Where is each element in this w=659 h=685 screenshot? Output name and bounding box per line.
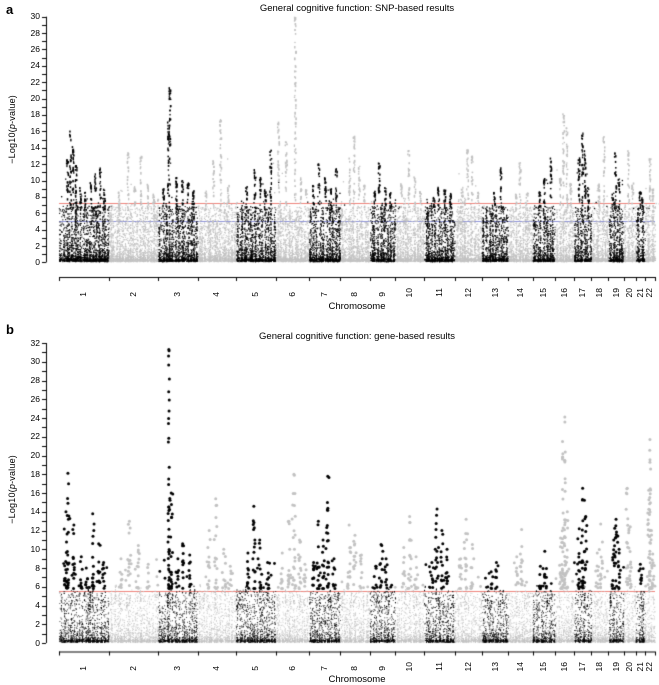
x-tick-label: 6	[286, 666, 297, 671]
x-tick-label: 2	[127, 666, 138, 671]
panel-a-title: General cognitive function: SNP-based results	[259, 3, 455, 14]
x-tick-label: 4	[211, 292, 222, 297]
y-tick-label: 16	[30, 125, 40, 136]
x-tick-label: 20	[624, 287, 635, 297]
x-tick-label: 9	[376, 666, 387, 671]
x-tick-label: 5	[250, 666, 261, 671]
y-tick-label: 26	[30, 43, 40, 54]
x-tick-label: 17	[577, 661, 588, 671]
x-tick-label: 17	[577, 287, 588, 297]
y-tick-label: 32	[30, 337, 40, 348]
y-tick-label: 22	[30, 76, 40, 87]
panel-b-letter: b	[6, 322, 14, 337]
x-tick-label: 14	[514, 661, 525, 671]
x-tick-label: 20	[624, 661, 635, 671]
y-tick-label: 2	[35, 240, 40, 251]
y-tick-label: 20	[30, 450, 40, 460]
x-tick-label: 13	[489, 661, 500, 671]
y-tick-label: 16	[30, 487, 40, 498]
y-tick-label: 20	[30, 93, 40, 104]
x-tick-label: 22	[644, 661, 655, 671]
x-tick-label: 18	[594, 287, 605, 297]
y-tick-label: 18	[30, 468, 40, 479]
x-tick-label: 12	[462, 287, 473, 297]
panel-a-letter: a	[6, 2, 14, 17]
y-tick-label: 30	[30, 356, 40, 367]
panel-b-y-axis-label: −Log10(p-value)	[7, 455, 17, 524]
x-tick-label: 19	[610, 287, 621, 297]
y-tick-label: 4	[35, 224, 40, 235]
x-tick-label: 21	[634, 287, 645, 297]
x-tick-label: 3	[172, 292, 183, 297]
x-tick-label: 1	[78, 666, 89, 671]
x-tick-label: 1	[78, 292, 89, 297]
y-tick-label: 24	[30, 60, 40, 71]
y-tick-label: 0	[35, 637, 40, 648]
y-tick-label: 6	[35, 207, 40, 218]
y-tick-label: 14	[30, 506, 40, 517]
x-tick-label: 7	[319, 666, 330, 671]
x-tick-label: 14	[514, 287, 525, 297]
x-tick-label: 3	[172, 666, 183, 671]
y-tick-label: 8	[35, 562, 40, 573]
panel-a-y-axis-label: −Log10(p-value)	[7, 95, 17, 164]
y-tick-label: 22	[30, 431, 40, 442]
x-tick-label: 18	[594, 661, 605, 671]
x-tick-label: 11	[433, 288, 444, 297]
panel-b-title: General cognitive function: gene-based results	[259, 331, 455, 342]
x-tick-label: 22	[644, 287, 655, 297]
y-tick-label: 6	[35, 581, 40, 592]
x-tick-label: 16	[558, 287, 569, 297]
panel-b-x-axis-label: Chromosome	[328, 674, 386, 685]
x-tick-label: 4	[211, 666, 222, 671]
y-tick-label: 24	[30, 412, 40, 423]
y-tick-label: 28	[30, 27, 40, 38]
x-tick-label: 11	[433, 662, 444, 671]
panel-a-x-axis-label: Chromosome	[328, 301, 386, 312]
y-tick-label: 30	[30, 11, 40, 22]
x-tick-label: 19	[610, 661, 621, 671]
x-tick-label: 15	[538, 287, 549, 297]
x-tick-label: 15	[538, 661, 549, 671]
x-tick-label: 6	[286, 292, 297, 297]
x-tick-label: 8	[349, 666, 360, 671]
y-tick-label: 4	[35, 600, 40, 610]
x-tick-label: 10	[404, 661, 415, 671]
x-tick-label: 8	[349, 292, 360, 297]
x-tick-label: 12	[462, 661, 473, 671]
y-tick-label: 14	[30, 142, 40, 153]
x-tick-label: 2	[127, 292, 138, 297]
x-tick-label: 13	[489, 287, 500, 297]
y-tick-label: 18	[30, 109, 40, 120]
y-tick-label: 8	[35, 191, 40, 202]
y-tick-label: 26	[30, 393, 40, 404]
x-tick-label: 5	[250, 292, 261, 297]
x-tick-label: 16	[558, 661, 569, 671]
y-tick-label: 10	[30, 543, 40, 554]
y-tick-label: 2	[35, 618, 40, 629]
y-tick-label: 0	[35, 256, 40, 267]
x-tick-label: 10	[404, 287, 415, 297]
x-tick-label: 7	[319, 292, 330, 297]
y-tick-label: 12	[30, 525, 40, 535]
y-tick-label: 12	[30, 158, 40, 169]
x-tick-label: 9	[376, 292, 387, 297]
y-tick-label: 10	[30, 175, 40, 185]
y-tick-label: 28	[30, 375, 40, 385]
x-tick-label: 21	[634, 661, 645, 671]
